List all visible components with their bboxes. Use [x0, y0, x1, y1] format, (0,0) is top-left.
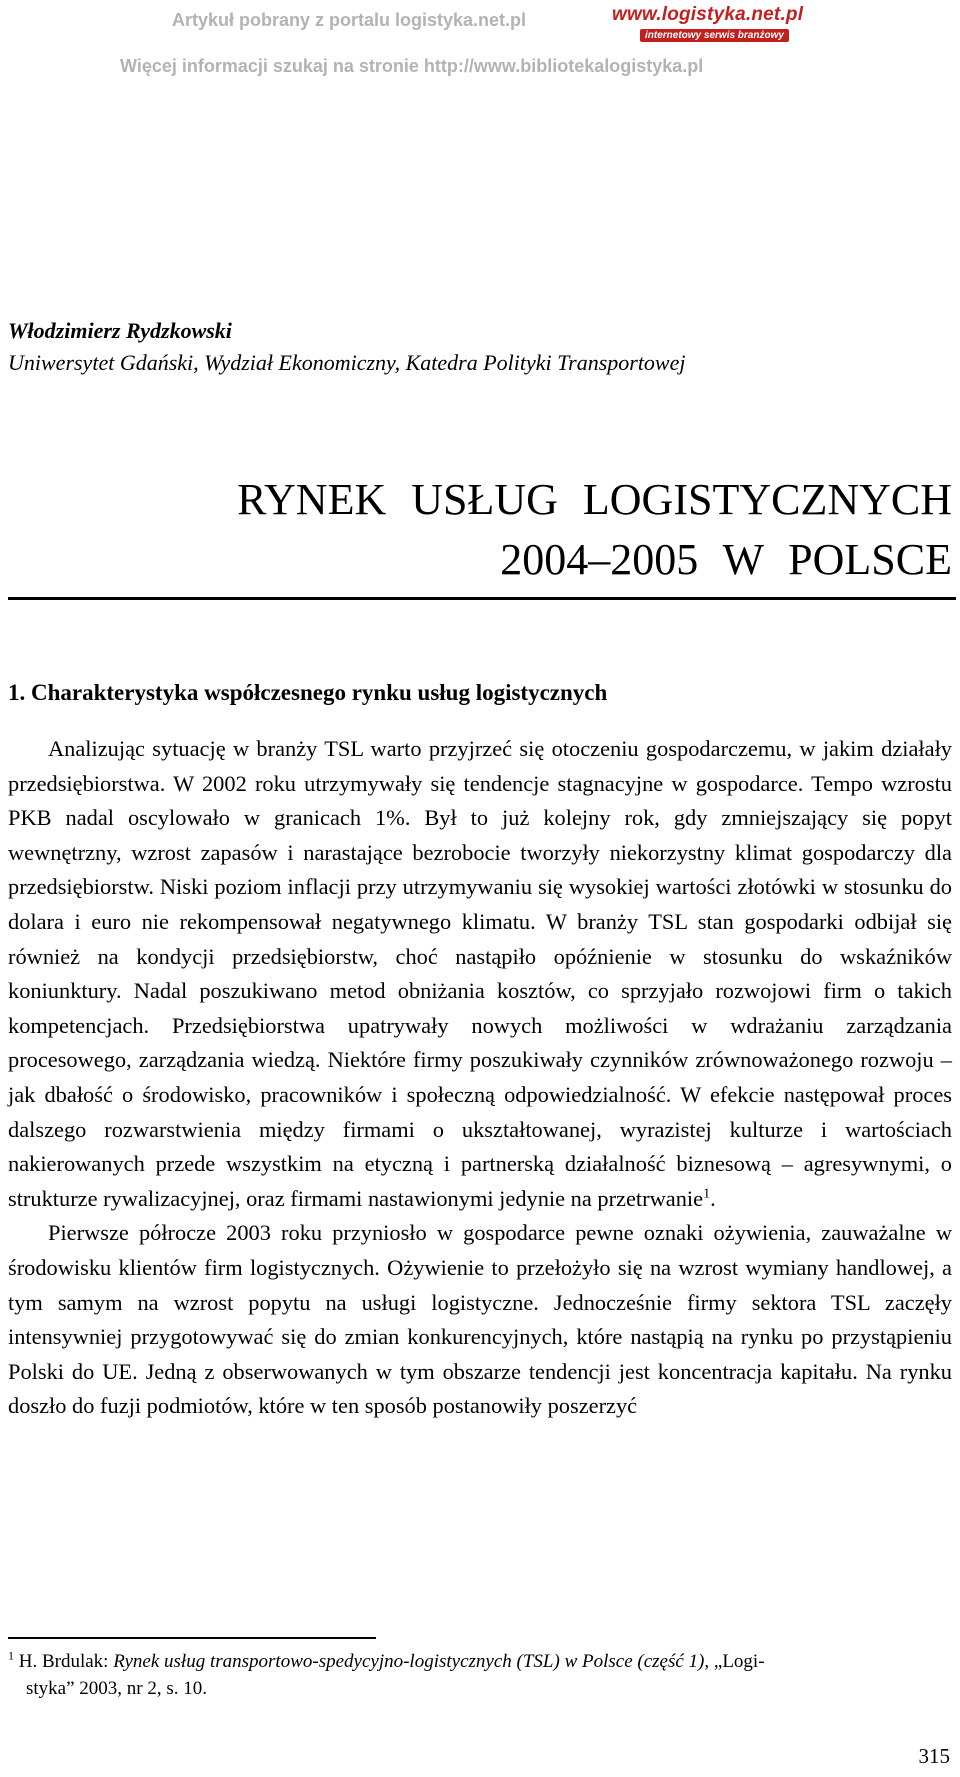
title-line-1: RYNEK USŁUG LOGISTYCZNYCH: [237, 475, 952, 524]
more-info-line: Więcej informacji szukaj na stronie http://www.bibliotekalogistyka.pl: [120, 56, 704, 76]
footnote-reference: 1: [703, 1186, 711, 1202]
footnote-continuation: styka” 2003, nr 2, s. 10.: [26, 1678, 208, 1699]
footnote-rule: [8, 1637, 376, 1639]
page-number: 315: [918, 1744, 950, 1768]
logistyka-logo: [612, 4, 812, 42]
download-source-line: Artykuł pobrany z portalu logistyka.net.pl: [172, 10, 527, 30]
footnote-number: 1: [8, 1648, 14, 1663]
title-line-2: 2004–2005 W POLSCE: [500, 535, 952, 584]
paragraph-1: Analizując sytuację w branży TSL warto przyjrzeć się otoczeniu gospodarczemu, w jakim działały przedsiębiorstwa. W 2002 roku utrzymywały się tendencje stagnacyjne w gospodarce. Tempo wzrostu PKB nadal oscylowało w granicach 1%. Był to już kolejny rok, gdy zmniejszający się popyt wewnętrzny, wzrost zapasów i narastające bezrobocie tworzyły niekorzystny klimat gospodarczy dla przedsiębiorstw. Niski poziom inflacji przy utrzymywaniu się wysokiej wartości złotówki w stosunku do dolara i euro nie rekompensował negatywnego klimatu. W branży TSL stan gospodarki odbijał się również na kondycji przedsiębiorstw, choć nastąpiło opóźnienie w stosunku do wskaźników koniunktury. Nadal poszukiwano metod obniżania kosztów, co sprzyjało rozwojowi firm o takich kompetencjach. Przedsiębiorstwa upatrywały nowych możliwości w wdrażaniu zarządzania procesowego, zarządzania wiedzą. Niektóre firmy poszukiwały czynników zrównoważonego rozwoju – jak dbałość o środowisko, pracowników i społeczną odpowiedzialność. W efekcie następował proces dalszego rozwarstwienia między firmami o ukształtowanej, wyrazistej kulturze i wartościach nakierowanych przede wszystkim na etyczną i partnerską działalność biznesową – agresywnymi, o strukturze rywalizacyjnej, oraz firmami nastawionymi jedynie na przetrwanie$^1$.: [8, 736, 952, 1211]
body-text: [8, 732, 952, 1424]
paper-title: [237, 470, 952, 590]
footnote: $^1$ H. Brdulak: Rynek usług transportowo-spedycyjno-logistycznych (TSL) w Polsce (część 1), „Logi- styka” 2003, nr 2, s. 10.: [8, 1648, 952, 1702]
author-affiliation: Uniwersytet Gdański, Wydział Ekonomiczny, Katedra Polityki Transportowej: [8, 350, 686, 375]
paragraph-2: Pierwsze półrocze 2003 roku przyniosło w gospodarce pewne oznaki ożywienia, zauważalne w środowisku klientów firm logistycznych. Ożywienie to przełożyło się na wzrost wymiany handlowej, a tym samym na wzrost popytu na usługi logistyczne. Jednocześnie firmy sektora TSL zaczęły intensywniej przygotowywać się do zmian konkurencyjnych, które nastąpią na rynku po przystąpieniu Polski do UE. Jedną z obserwowanych w tym obszarze tendencji jest koncentracja kapitału. Na rynku doszło do fuzji podmiotów, które w ten sposób postanowiły poszerzyć: [8, 1220, 952, 1419]
title-rule: [8, 597, 956, 600]
author-name: Włodzimierz Rydzkowski: [8, 318, 232, 343]
logo-tagline: internetowy serwis branżowy: [640, 29, 789, 42]
section-heading: 1. Charakterystyka współczesnego rynku usług logistycznych: [8, 680, 608, 705]
footnote-work-title: Rynek usług transportowo-spedycyjno-logistycznych (TSL) w Polsce (część 1),: [113, 1651, 710, 1672]
footnote-author: H. Brdulak:: [18, 1651, 114, 1672]
logo-text: www.logistyka.net.pl: [612, 4, 804, 25]
